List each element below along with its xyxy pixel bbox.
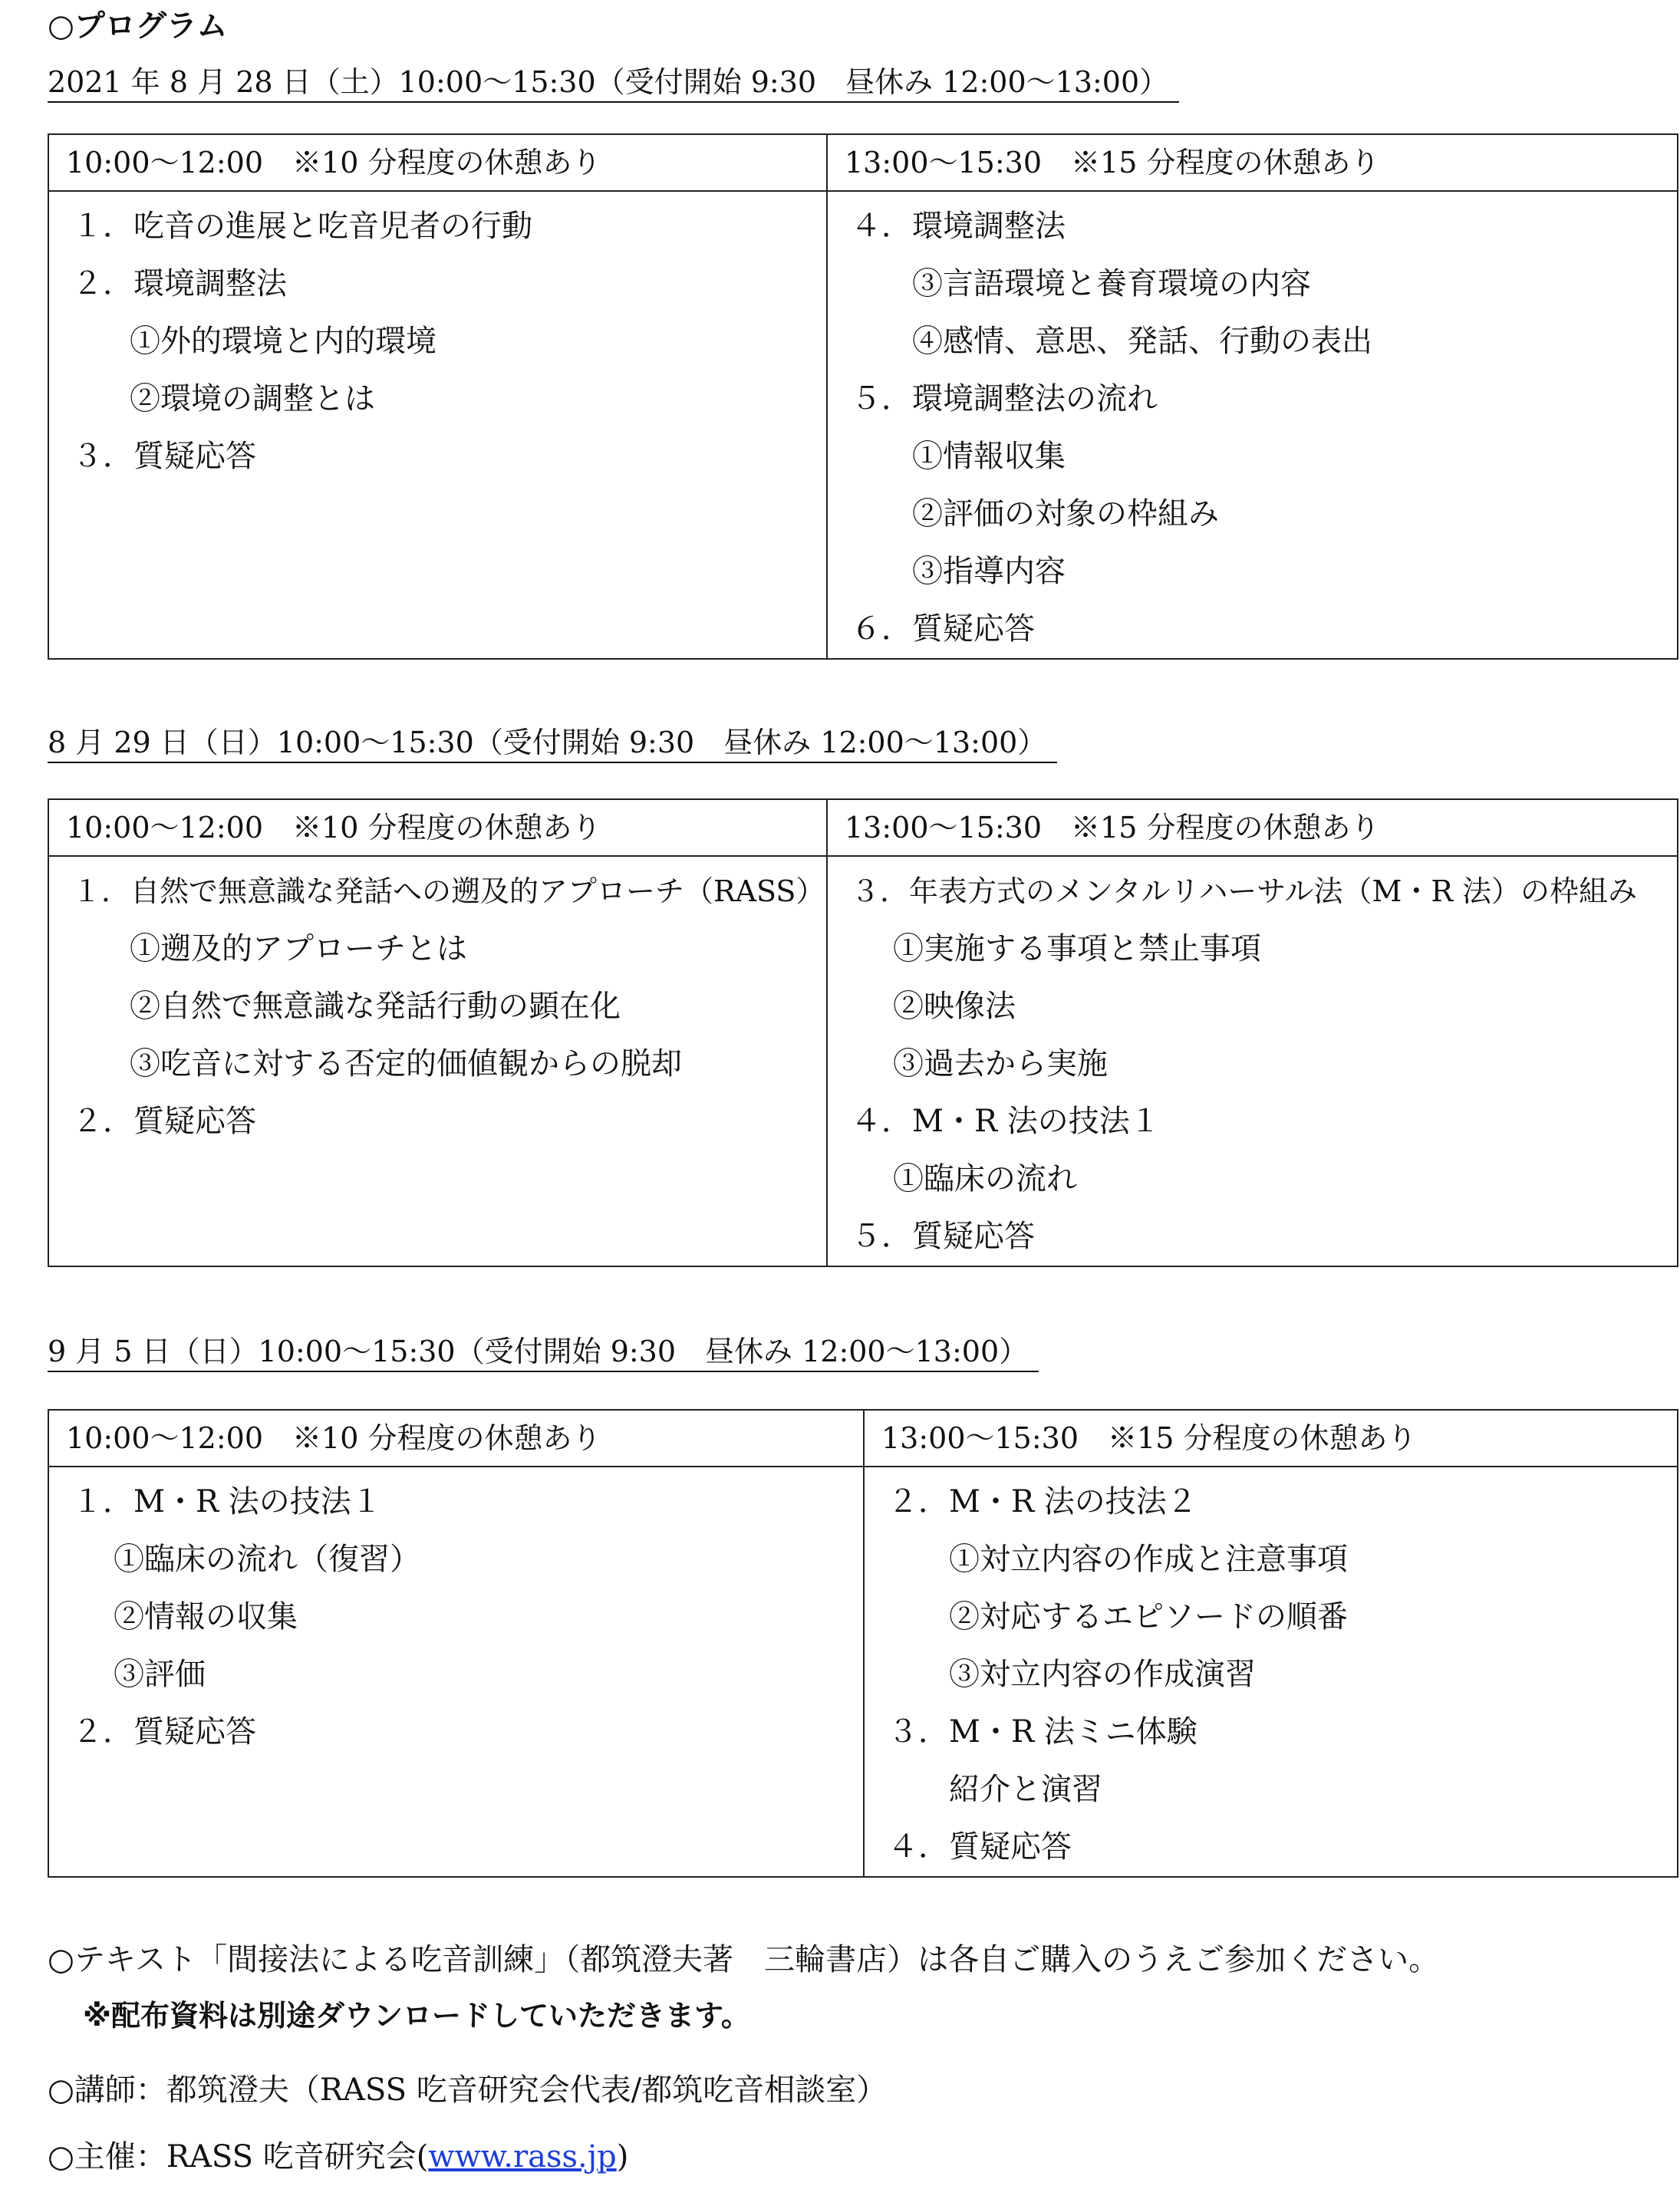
agenda-item: ２．質疑応答 bbox=[72, 1104, 256, 1139]
pm-time-header: 13:00～15:30 ※15 分程度の休憩あり bbox=[827, 134, 1678, 191]
agenda-item: ３．年表方式のメンタルリハーサル法（M・R 法）の枠組み bbox=[851, 874, 1638, 908]
agenda-subitem: ②情報の収集 bbox=[114, 1599, 298, 1635]
agenda-item: １．自然で無意識な発話への遡及的アプローチ（RASS） bbox=[72, 874, 825, 908]
session-1-table bbox=[48, 133, 1678, 660]
agenda-item: ５．質疑応答 bbox=[851, 1219, 1035, 1254]
am-agenda bbox=[48, 856, 827, 1266]
am-agenda bbox=[48, 1467, 864, 1877]
am-time-header: 10:00～12:00 ※10 分程度の休憩あり bbox=[48, 134, 827, 191]
agenda-subitem: ②環境の調整とは bbox=[130, 381, 375, 416]
agenda-subitem: ②対応するエピソードの順番 bbox=[949, 1599, 1348, 1635]
pm-agenda bbox=[864, 1467, 1678, 1877]
agenda-subitem: ③指導内容 bbox=[912, 554, 1066, 589]
agenda-subitem: ①外的環境と内的環境 bbox=[130, 324, 436, 359]
textbook-note: ○テキスト「間接法による吃音訓練」（都筑澄夫著 三輪書店）は各自ご購入のうえご参加ください。 bbox=[48, 1942, 1440, 1977]
agenda-subitem: ①臨床の流れ bbox=[893, 1161, 1077, 1197]
am-agenda bbox=[48, 191, 827, 659]
lecturer-line: ○講師：都筑澄夫（RASS 吃音研究会代表/都筑吃音相談室） bbox=[48, 2072, 888, 2108]
agenda-item: ３．質疑応答 bbox=[72, 439, 256, 474]
organizer-line bbox=[48, 2134, 628, 2180]
agenda-subitem: ①臨床の流れ（復習） bbox=[114, 1542, 420, 1577]
am-time-header: 10:00～12:00 ※10 分程度の休憩あり bbox=[48, 1410, 864, 1467]
agenda-subitem: ②映像法 bbox=[893, 989, 1016, 1024]
pm-agenda bbox=[827, 191, 1678, 659]
agenda-item: ４．質疑応答 bbox=[888, 1829, 1072, 1865]
agenda-item: ４．環境調整法 bbox=[851, 209, 1066, 244]
agenda-item: １．吃音の進展と吃音児者の行動 bbox=[72, 209, 532, 244]
session-1-date: 2021 年 8 月 28 日（土）10:00～15:30（受付開始 9:30 昼休み 12:00～13:00） bbox=[48, 63, 1179, 103]
agenda-subitem: 紹介と演習 bbox=[949, 1772, 1102, 1807]
session-2-table bbox=[48, 798, 1678, 1267]
organizer-website-link[interactable]: www.rass.jp bbox=[428, 2139, 617, 2174]
session-3-table bbox=[48, 1409, 1678, 1878]
agenda-item: ５．環境調整法の流れ bbox=[851, 381, 1158, 416]
agenda-item: ４．M・R 法の技法１ bbox=[851, 1104, 1161, 1139]
agenda-subitem: ①対立内容の作成と注意事項 bbox=[949, 1542, 1348, 1577]
agenda-item: １．M・R 法の技法１ bbox=[72, 1484, 382, 1519]
am-time-header: 10:00～12:00 ※10 分程度の休憩あり bbox=[48, 799, 827, 856]
session-3-date: 9 月 5 日（日）10:00～15:30（受付開始 9:30 昼休み 12:00～13:00） bbox=[48, 1332, 1039, 1372]
agenda-item: ２．M・R 法の技法２ bbox=[888, 1484, 1197, 1519]
agenda-item: ２．質疑応答 bbox=[72, 1714, 256, 1750]
session-2-date: 8 月 29 日（日）10:00～15:30（受付開始 9:30 昼休み 12:00～13:00） bbox=[48, 723, 1057, 763]
agenda-subitem: ②自然で無意識な発話行動の顕在化 bbox=[130, 989, 621, 1024]
agenda-subitem: ①実施する事項と禁止事項 bbox=[893, 931, 1261, 966]
pm-time-header: 13:00～15:30 ※15 分程度の休憩あり bbox=[827, 799, 1678, 856]
agenda-subitem: ②評価の対象の枠組み bbox=[912, 496, 1219, 532]
agenda-subitem: ③評価 bbox=[114, 1657, 206, 1692]
agenda-subitem: ③過去から実施 bbox=[893, 1046, 1108, 1081]
organizer-label: ○主催：RASS 吃音研究会( bbox=[48, 2139, 429, 2174]
pm-agenda bbox=[827, 856, 1678, 1266]
agenda-subitem: ③言語環境と養育環境の内容 bbox=[912, 266, 1311, 301]
agenda-item: ３．M・R 法ミニ体験 bbox=[888, 1714, 1197, 1750]
organizer-close: ) bbox=[616, 2139, 629, 2174]
agenda-subitem: ①情報収集 bbox=[912, 439, 1066, 474]
agenda-item: ２．環境調整法 bbox=[72, 266, 287, 301]
agenda-subitem: ①遡及的アプローチとは bbox=[130, 931, 467, 966]
agenda-subitem: ③吃音に対する否定的価値観からの脱却 bbox=[130, 1046, 682, 1081]
download-note: ※配布資料は別途ダウンロードしていただきます。 bbox=[83, 1999, 750, 2033]
agenda-subitem: ④感情、意思、発話、行動の表出 bbox=[912, 324, 1372, 359]
program-heading: ○プログラム bbox=[48, 8, 228, 44]
agenda-item: ６．質疑応答 bbox=[851, 611, 1035, 647]
pm-time-header: 13:00～15:30 ※15 分程度の休憩あり bbox=[864, 1410, 1678, 1467]
agenda-subitem: ③対立内容の作成演習 bbox=[949, 1657, 1256, 1692]
